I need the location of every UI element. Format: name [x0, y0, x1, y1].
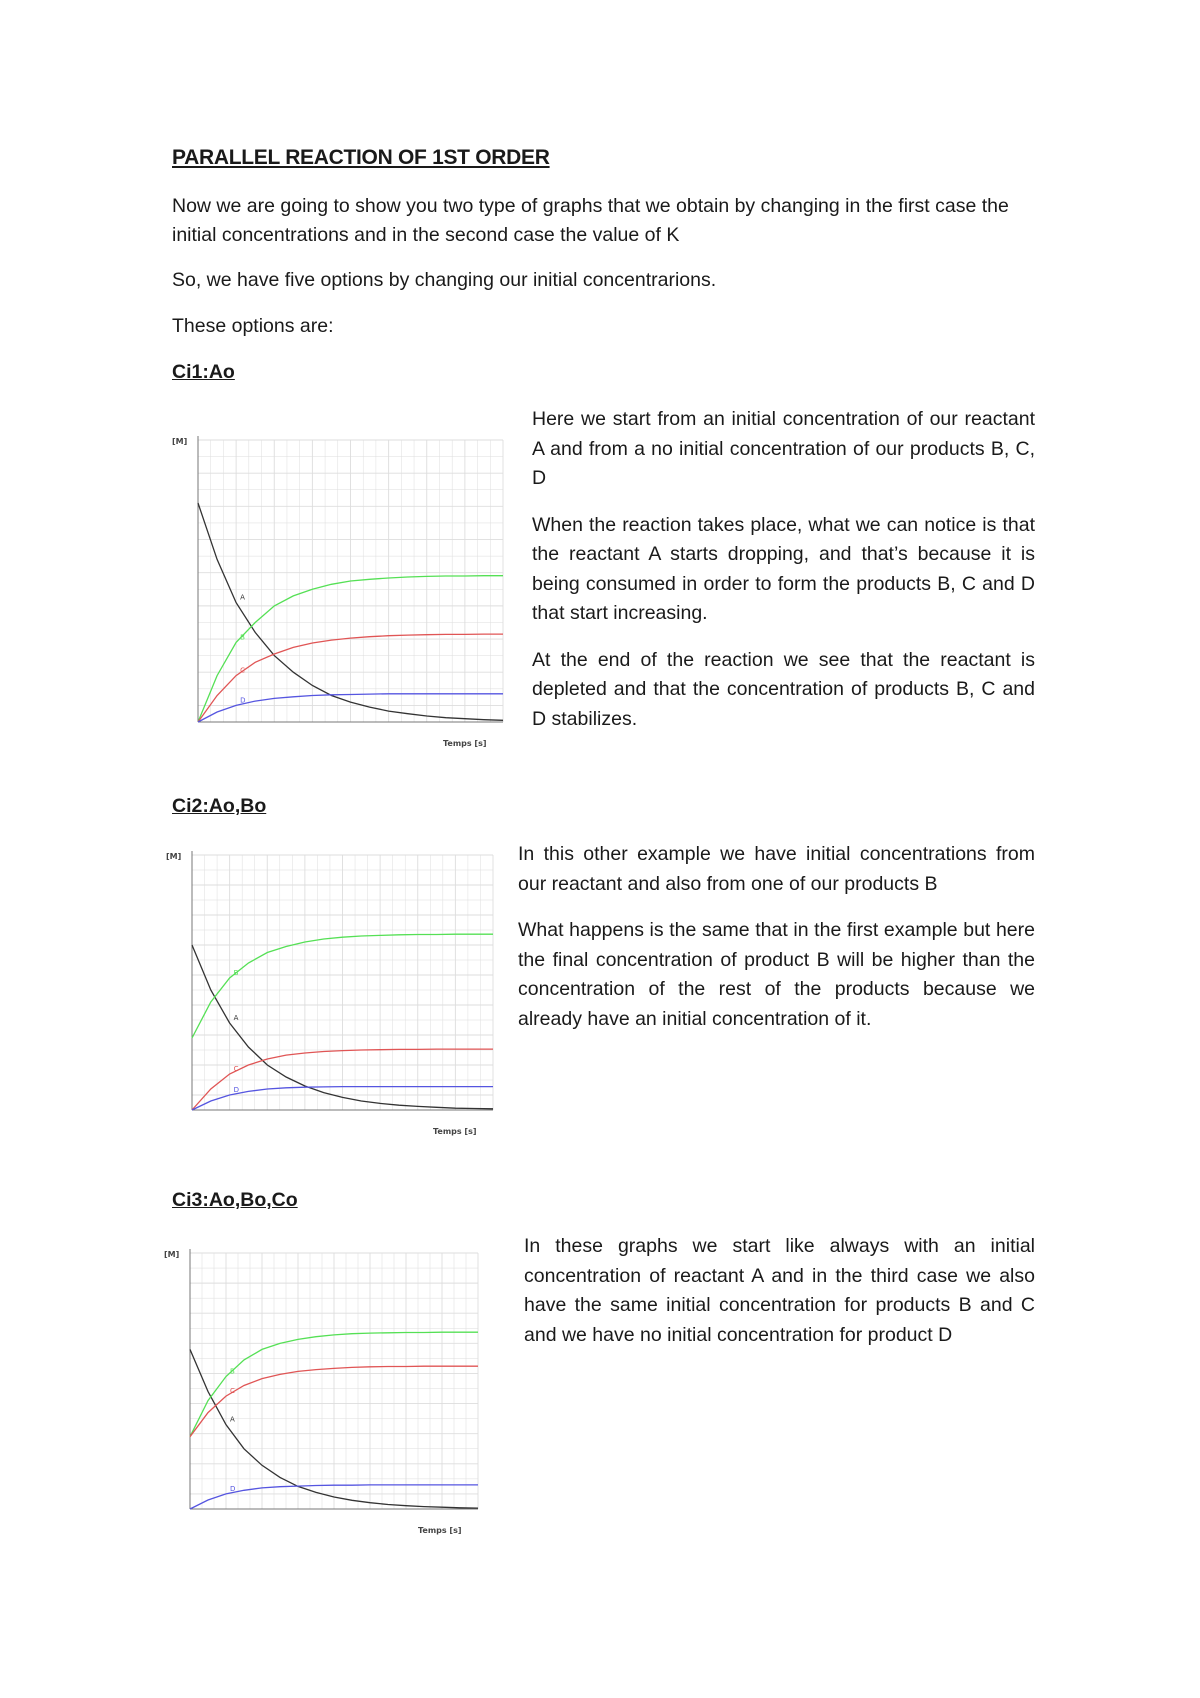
chart-ci3 [160, 1243, 490, 1543]
chart-ci3-svg [160, 1243, 490, 1543]
series-label-B: B [230, 1367, 235, 1376]
x-axis-label: Temps [s] [418, 1526, 462, 1535]
section-heading-ci2: Ci2:Ao,Bo [172, 795, 267, 817]
series-label-D: D [240, 696, 246, 705]
x-axis-label: Temps [s] [433, 1127, 477, 1136]
chart-ci2 [168, 845, 498, 1135]
series-label-A: A [233, 1014, 239, 1022]
section-ci1-paragraph-3: At the end of the reaction we see that the reactant is depleted and that the concentration of products B, C and D stabilizes. [532, 648, 1035, 730]
series-label-B: B [240, 633, 245, 642]
section-ci1-text [532, 405, 1035, 751]
section-ci3-paragraph-1: In these graphs we start like always with an initial concentration of reactant A and in the third case we also have the same initial concentration for products B and C and we have no initial concentration for product D [524, 1235, 1035, 1346]
section-heading-ci3: Ci3:Ao,Bo,Co [172, 1189, 298, 1211]
section-ci2-paragraph-1: In this other example we have initial concentrations from our reactant and also from one of our products B [518, 843, 1035, 895]
section-ci2-paragraph-2: What happens is the same that in the first example but here the final concentration of product B will be higher than the concentration of the rest of the products because we already have an initial concentration of it. [518, 919, 1035, 1030]
section-ci1-paragraph-2: When the reaction takes place, what we can notice is that the reactant A starts dropping, and that’s because it is being consumed in order to form the products B, C and D that start increasing. [532, 513, 1035, 624]
section-heading-ci1: Ci1:Ao [172, 361, 235, 383]
y-axis-label: [M] [164, 1250, 180, 1259]
section-ci2-text [518, 840, 1035, 1051]
section-ci3-text [524, 1232, 1035, 1367]
series-label-D: D [230, 1484, 236, 1493]
chart-ci2-svg [168, 845, 498, 1135]
series-label-A: A [230, 1415, 235, 1424]
series-label-C: C [233, 1065, 239, 1073]
document-title: PARALLEL REACTION OF 1ST ORDER [172, 146, 550, 169]
chart-grid [190, 1253, 478, 1509]
series-label-C: C [240, 666, 246, 675]
chart-ci1 [168, 430, 508, 755]
intro-paragraph-1: Now we are going to show you two type of graphs that we obtain by changing in the first case the initial concentrations and in the second case the value of K [172, 195, 1009, 246]
intro-paragraph-3: These options are: [172, 315, 334, 337]
y-axis-label: [M] [172, 437, 188, 446]
chart-ci1-svg [168, 430, 508, 755]
series-label-D: D [233, 1086, 240, 1094]
series-label-B: B [233, 969, 239, 977]
section-ci1-paragraph-1: Here we start from an initial concentration of our reactant A and from a no initial concentration of our products B, C, D [532, 408, 1035, 489]
intro-paragraph-2: So, we have five options by changing our initial concentrarions. [172, 269, 717, 291]
x-axis-label: Temps [s] [443, 739, 487, 748]
y-axis-label: [M] [166, 852, 182, 861]
series-label-C: C [230, 1387, 235, 1396]
series-label-A: A [240, 593, 245, 602]
